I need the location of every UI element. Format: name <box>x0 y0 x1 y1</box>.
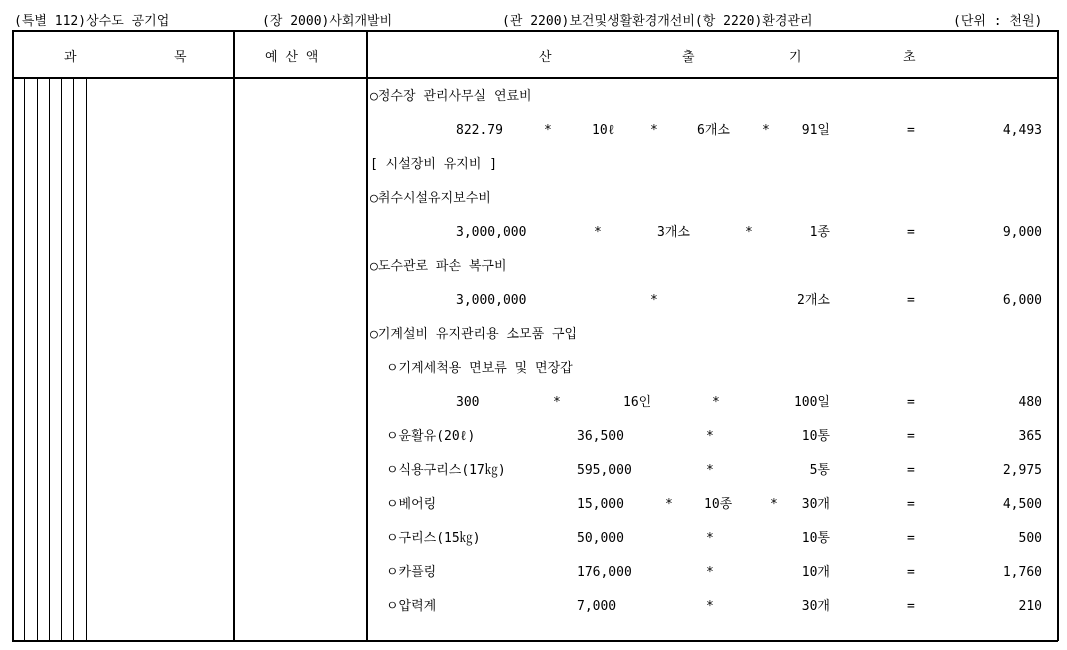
calc-row-subtitle <box>0 352 1067 386</box>
multiply-sign: * <box>712 395 720 410</box>
header-section: (관 2200)보건및생활환경개선비(항 2220)환경관리 <box>502 14 813 29</box>
item-unit-price: 595,000 <box>577 463 632 478</box>
calc-quantity-2: 6개소 <box>697 123 730 138</box>
calc-quantity-3: 91일 <box>801 123 830 138</box>
row-title: ○취수시설유지보수비 <box>370 191 491 206</box>
multiply-sign: * <box>706 429 714 444</box>
calc-quantity-1: 16인 <box>623 395 652 410</box>
equals-sign: = <box>907 293 915 308</box>
item-label: ㅇ식용구리스(17㎏) <box>386 463 506 478</box>
item-result: 4,500 <box>1002 497 1042 512</box>
item-unit-price: 176,000 <box>577 565 632 580</box>
item-unit-price: 36,500 <box>577 429 624 444</box>
equals-sign: = <box>907 565 915 580</box>
calc-row <box>0 386 1067 420</box>
header-bottom-border <box>12 77 1058 79</box>
calc-unit-price: 3,000,000 <box>456 225 527 240</box>
header-special-account: (특별 112)상수도 공기업 <box>14 14 170 29</box>
column-header-subject-2: 목 <box>174 50 187 65</box>
calc-quantity-1: 3개소 <box>657 225 690 240</box>
calc-row-title <box>0 148 1067 182</box>
calc-row-title <box>0 80 1067 114</box>
row-title: ○정수장 관리사무실 연료비 <box>370 89 532 104</box>
item-result: 2,975 <box>1002 463 1042 478</box>
item-row <box>0 522 1067 556</box>
item-kinds: 10종 <box>704 497 733 512</box>
column-header-calc-1: 산 <box>539 50 552 65</box>
calc-unit-price: 822.79 <box>456 123 503 138</box>
item-quantity: 30개 <box>801 599 830 614</box>
item-unit-price: 50,000 <box>577 531 624 546</box>
header-unit: (단위 : 천원) <box>953 14 1043 29</box>
equals-sign: = <box>907 395 915 410</box>
row-title: ○기계설비 유지관리용 소모품 구입 <box>370 327 578 342</box>
row-title: ○도수관로 파손 복구비 <box>370 259 507 274</box>
multiply-sign: * <box>745 225 753 240</box>
item-row <box>0 590 1067 624</box>
column-header-calc-2: 출 <box>682 50 695 65</box>
equals-sign: = <box>907 123 915 138</box>
item-quantity: 10개 <box>801 565 830 580</box>
equals-sign: = <box>907 463 915 478</box>
calc-quantity-3: 100일 <box>793 395 830 410</box>
calc-row-title <box>0 182 1067 216</box>
multiply-sign: * <box>706 599 714 614</box>
calc-result: 480 <box>1018 395 1042 410</box>
table-top-border <box>12 30 1058 32</box>
calc-quantity-3: 2개소 <box>797 293 830 308</box>
calc-row <box>0 284 1067 318</box>
multiply-sign: * <box>665 497 673 512</box>
table-bottom-border <box>12 640 1058 642</box>
calc-result: 6,000 <box>1002 293 1042 308</box>
equals-sign: = <box>907 429 915 444</box>
equals-sign: = <box>907 497 915 512</box>
item-quantity: 10통 <box>801 531 830 546</box>
calc-row <box>0 114 1067 148</box>
equals-sign: = <box>907 225 915 240</box>
item-row <box>0 454 1067 488</box>
item-label: ㅇ구리스(15㎏) <box>386 531 481 546</box>
calc-row-title <box>0 318 1067 352</box>
item-result: 365 <box>1018 429 1042 444</box>
item-result: 1,760 <box>1002 565 1042 580</box>
equals-sign: = <box>907 531 915 546</box>
column-header-calc-3: 기 <box>789 50 802 65</box>
calc-result: 4,493 <box>1002 123 1042 138</box>
calc-result: 9,000 <box>1002 225 1042 240</box>
multiply-sign: * <box>706 565 714 580</box>
column-header-budget: 예 산 액 <box>265 50 319 65</box>
calc-quantity-3: 1종 <box>809 225 830 240</box>
column-header-calc-4: 초 <box>903 50 916 65</box>
item-unit-price: 15,000 <box>577 497 624 512</box>
column-header-subject-1: 과 <box>64 50 77 65</box>
item-result: 500 <box>1018 531 1042 546</box>
row-subtitle: ㅇ기계세척용 면보류 및 면장갑 <box>386 361 573 376</box>
item-row <box>0 488 1067 522</box>
calc-row-title <box>0 250 1067 284</box>
item-label: ㅇ카플링 <box>386 565 437 580</box>
item-unit-price: 7,000 <box>577 599 617 614</box>
item-quantity: 30개 <box>801 497 830 512</box>
multiply-sign: * <box>650 123 658 138</box>
multiply-sign: * <box>762 123 770 138</box>
item-row <box>0 420 1067 454</box>
item-label: ㅇ베어링 <box>386 497 437 512</box>
row-title: [ 시설장비 유지비 ] <box>370 157 498 172</box>
multiply-sign: * <box>544 123 552 138</box>
multiply-sign: * <box>770 497 778 512</box>
multiply-sign: * <box>706 531 714 546</box>
calc-unit-price: 3,000,000 <box>456 293 527 308</box>
item-label: ㅇ압력계 <box>386 599 437 614</box>
multiply-sign: * <box>553 395 561 410</box>
header-chapter: (장 2000)사회개발비 <box>262 14 393 29</box>
calc-row <box>0 216 1067 250</box>
item-row <box>0 556 1067 590</box>
item-quantity: 5통 <box>809 463 830 478</box>
calc-unit-price: 300 <box>456 395 480 410</box>
multiply-sign: * <box>650 293 658 308</box>
equals-sign: = <box>907 599 915 614</box>
item-result: 210 <box>1018 599 1042 614</box>
calc-quantity-1: 10ℓ <box>592 123 616 138</box>
multiply-sign: * <box>706 463 714 478</box>
item-label: ㅇ윤활유(20ℓ) <box>386 429 476 444</box>
multiply-sign: * <box>594 225 602 240</box>
item-quantity: 10통 <box>801 429 830 444</box>
